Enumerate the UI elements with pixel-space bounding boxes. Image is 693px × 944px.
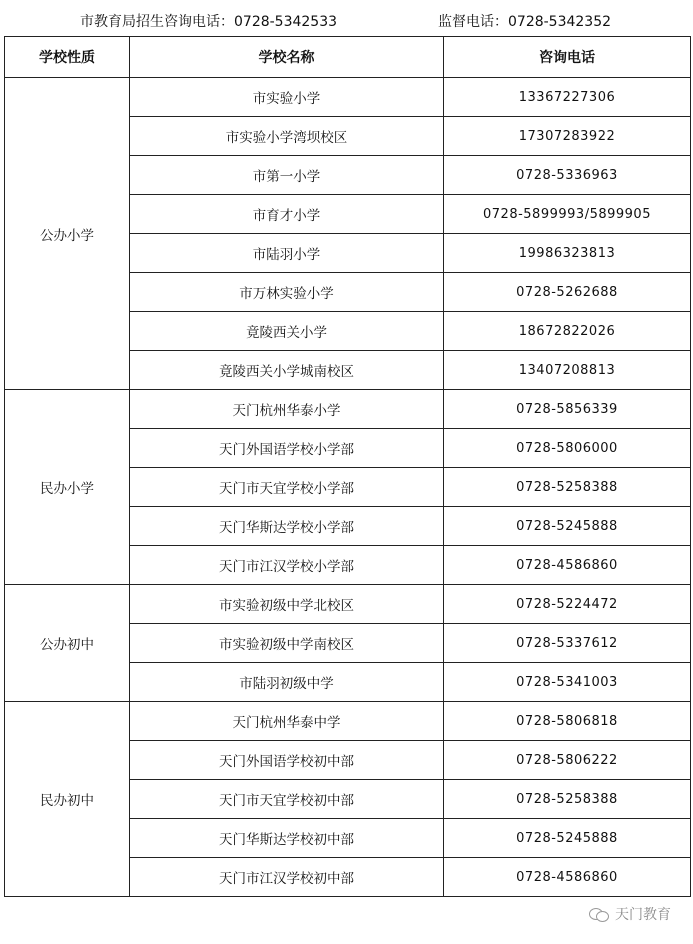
school-name-cell: 天门外国语学校小学部 <box>130 429 444 468</box>
school-name-cell: 市第一小学 <box>130 156 444 195</box>
phone-cell: 13367227306 <box>444 78 691 117</box>
phone-cell: 18672822026 <box>444 312 691 351</box>
school-type-cell: 公办初中 <box>5 585 130 702</box>
school-name-cell: 市实验初级中学南校区 <box>130 624 444 663</box>
school-name-cell: 天门市天宜学校初中部 <box>130 780 444 819</box>
school-name-cell: 天门华斯达学校小学部 <box>130 507 444 546</box>
table-row <box>5 390 691 429</box>
phone-cell: 0728-4586860 <box>444 858 691 897</box>
phone-cell: 0728-5856339 <box>444 390 691 429</box>
school-type-cell: 公办小学 <box>5 78 130 390</box>
column-header-phone: 咨询电话 <box>444 37 691 78</box>
school-name-cell: 天门市江汉学校小学部 <box>130 546 444 585</box>
phone-cell: 0728-5258388 <box>444 780 691 819</box>
school-name-cell: 市实验小学湾坝校区 <box>130 117 444 156</box>
watermark <box>589 903 671 925</box>
school-name-cell: 市万林实验小学 <box>130 273 444 312</box>
phone-cell: 0728-5258388 <box>444 468 691 507</box>
phone-cell: 0728-5336963 <box>444 156 691 195</box>
school-name-cell: 天门市天宜学校小学部 <box>130 468 444 507</box>
phone-cell: 0728-5341003 <box>444 663 691 702</box>
phone-cell: 0728-5262688 <box>444 273 691 312</box>
column-header-type: 学校性质 <box>5 37 130 78</box>
school-name-cell: 天门市江汉学校初中部 <box>130 858 444 897</box>
school-type-cell: 民办小学 <box>5 390 130 585</box>
school-name-cell: 天门杭州华泰中学 <box>130 702 444 741</box>
phone-cell: 0728-5806000 <box>444 429 691 468</box>
phone-cell: 0728-5806818 <box>444 702 691 741</box>
school-name-cell: 天门外国语学校初中部 <box>130 741 444 780</box>
page-header <box>0 8 693 34</box>
phone-cell: 0728-5806222 <box>444 741 691 780</box>
school-name-cell: 天门杭州华泰小学 <box>130 390 444 429</box>
school-name-cell: 市陆羽小学 <box>130 234 444 273</box>
table-row <box>5 702 691 741</box>
school-name-cell: 天门华斯达学校初中部 <box>130 819 444 858</box>
phone-cell: 0728-4586860 <box>444 546 691 585</box>
phone-cell: 13407208813 <box>444 351 691 390</box>
phone-cell: 0728-5245888 <box>444 819 691 858</box>
school-name-cell: 竟陵西关小学城南校区 <box>130 351 444 390</box>
school-name-cell: 市陆羽初级中学 <box>130 663 444 702</box>
supervision-phone-text: 监督电话：0728-5342352 <box>438 14 612 30</box>
phone-cell: 0728-5337612 <box>444 624 691 663</box>
phone-cell: 0728-5224472 <box>444 585 691 624</box>
column-header-name: 学校名称 <box>130 37 444 78</box>
table-row <box>5 78 691 117</box>
phone-cell: 0728-5899993/5899905 <box>444 195 691 234</box>
school-name-cell: 市实验小学 <box>130 78 444 117</box>
phone-cell: 19986323813 <box>444 234 691 273</box>
school-contact-table <box>4 36 691 897</box>
hotline-text: 市教育局招生咨询电话：0728-5342533 <box>80 14 338 30</box>
watermark-text: 天门教育 <box>615 907 671 923</box>
school-type-cell: 民办初中 <box>5 702 130 897</box>
table-row <box>5 585 691 624</box>
table-header-row <box>5 37 691 78</box>
phone-cell: 0728-5245888 <box>444 507 691 546</box>
school-name-cell: 市育才小学 <box>130 195 444 234</box>
phone-cell: 17307283922 <box>444 117 691 156</box>
table-body <box>5 78 691 897</box>
school-name-cell: 市实验初级中学北校区 <box>130 585 444 624</box>
wechat-icon <box>589 906 609 922</box>
school-name-cell: 竟陵西关小学 <box>130 312 444 351</box>
